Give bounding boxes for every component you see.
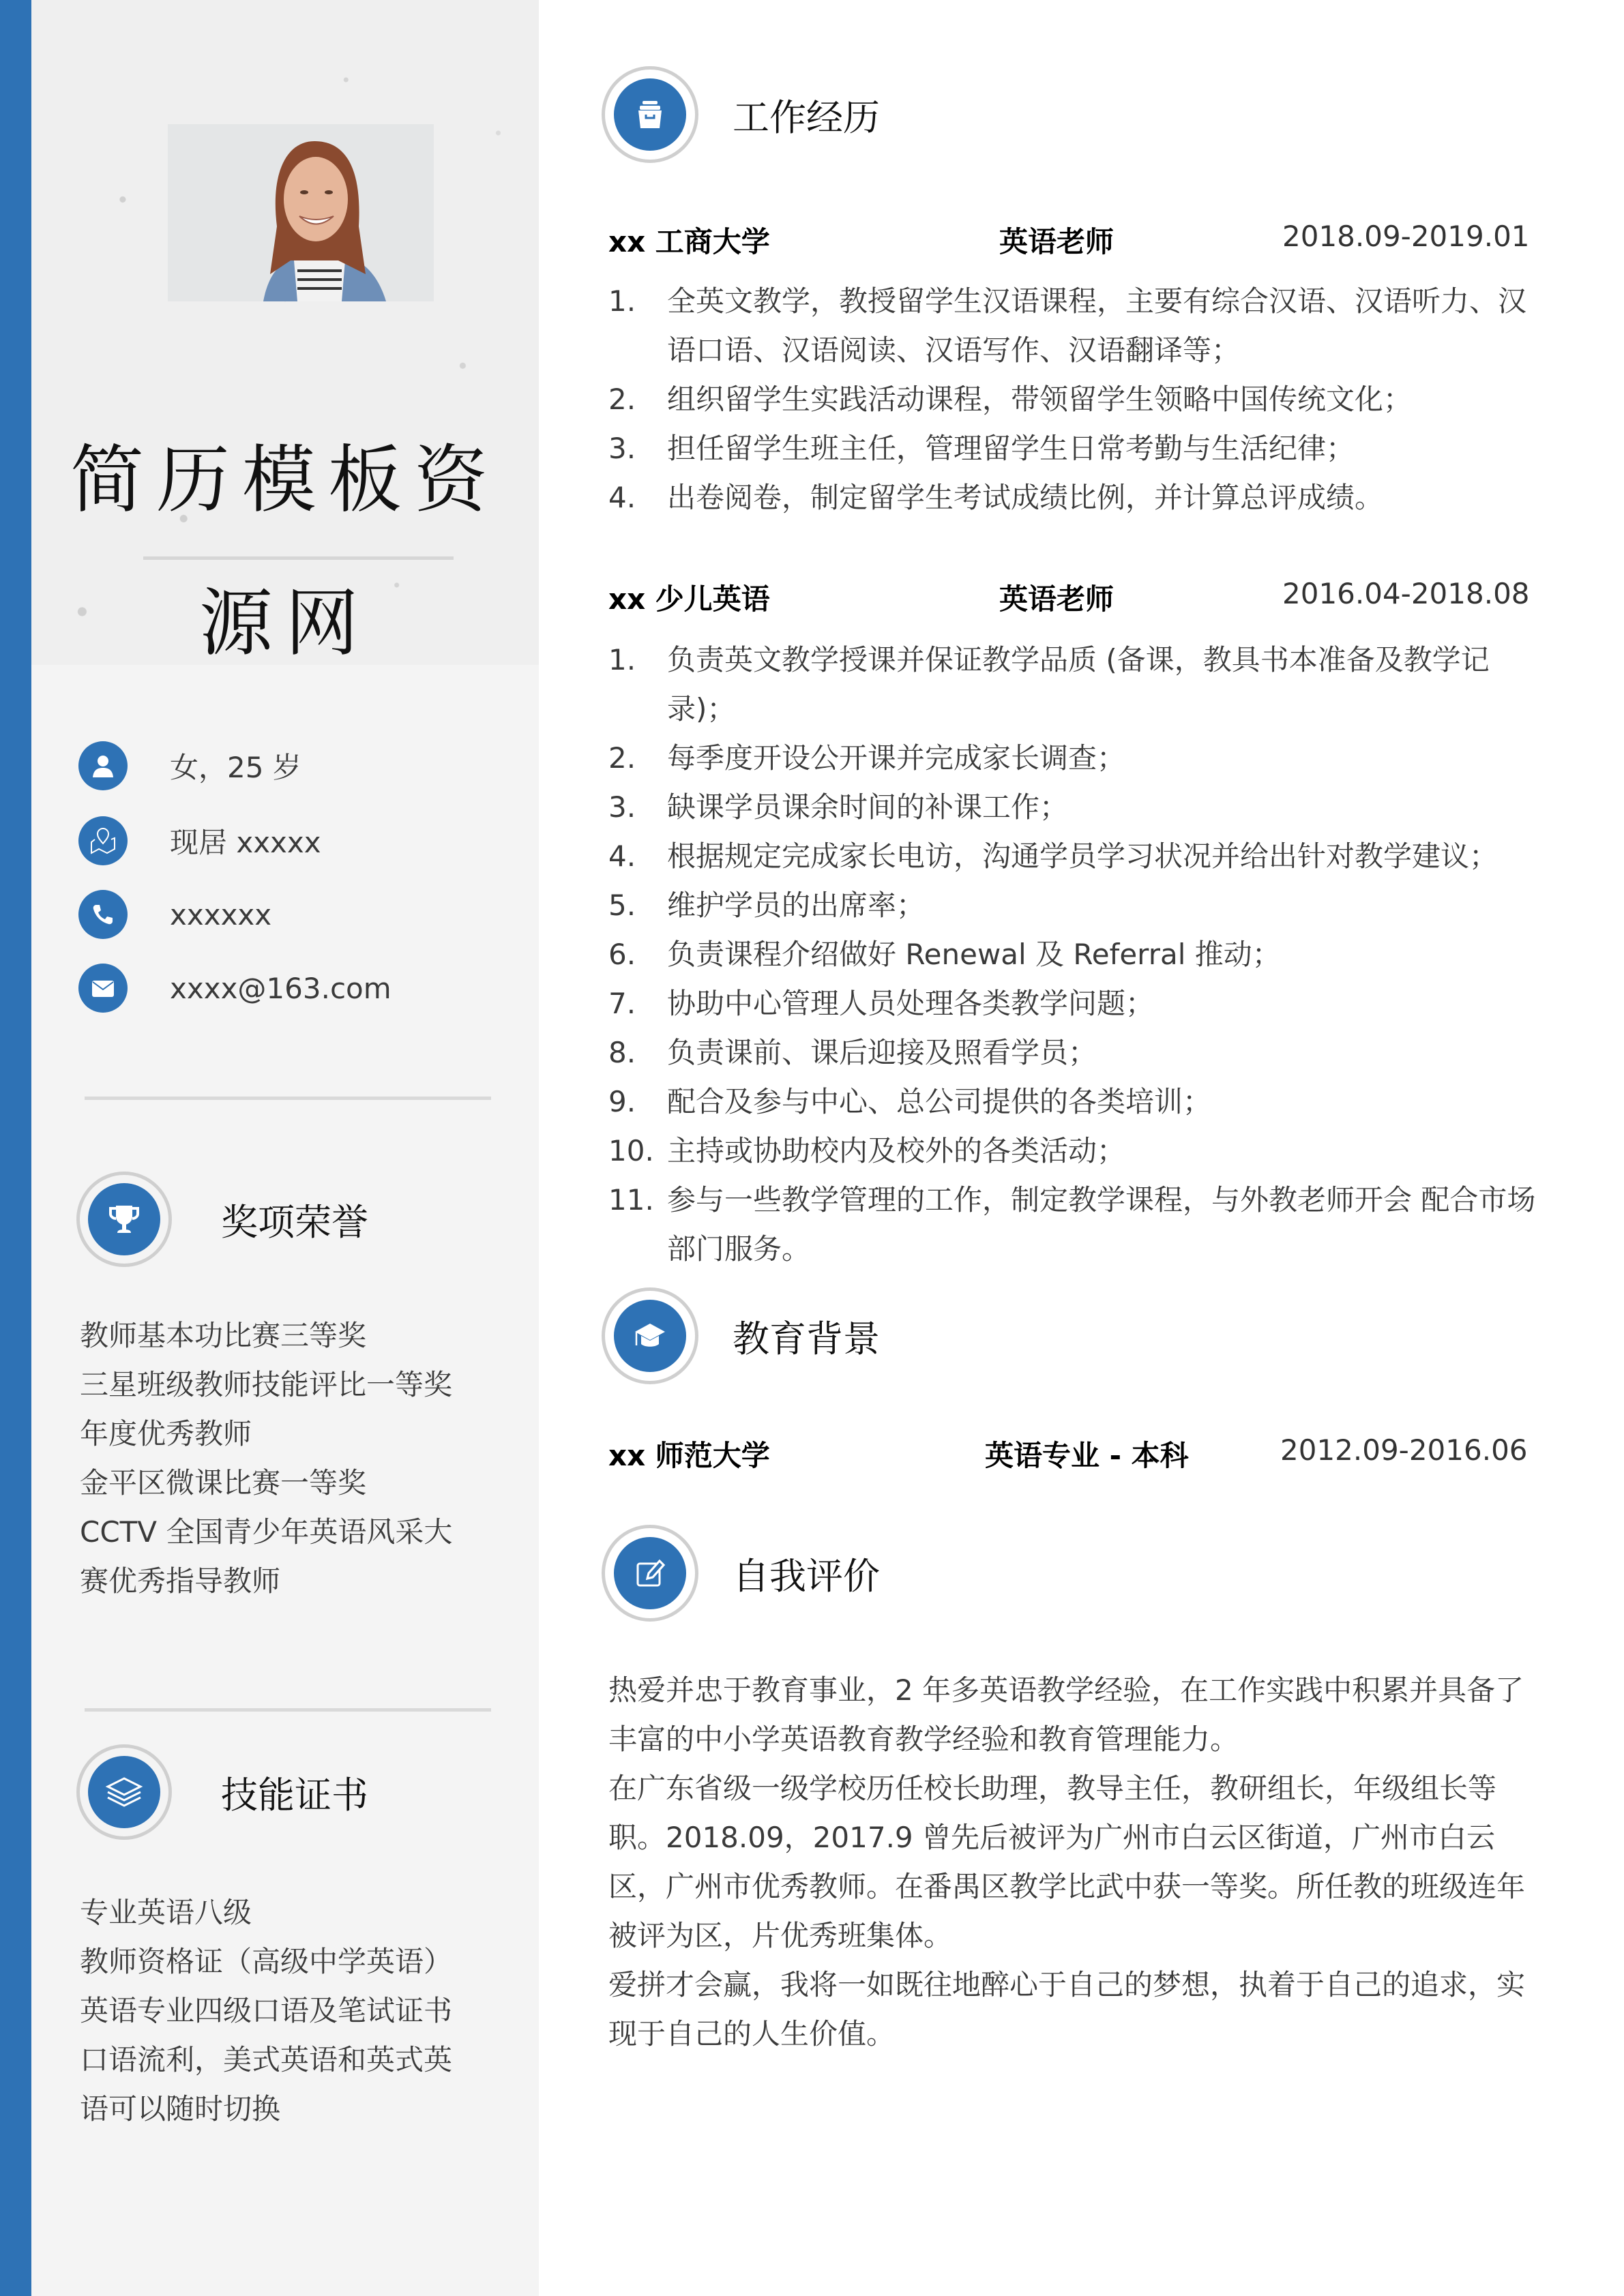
contact-gender-age [78, 741, 301, 790]
job-date: 2016.04-2018.08 [1282, 577, 1530, 610]
skills-list [80, 1888, 462, 2134]
graduation-cap-icon [614, 1300, 686, 1372]
contact-text: xxxxxx [170, 897, 272, 931]
skill-item: 教师资格证（高级中学英语） [80, 1945, 453, 1978]
job-header [608, 220, 1536, 260]
list-item: 4. 根据规定完成家长电访，沟通学员学习状况并给出针对教学建议； [608, 839, 1498, 873]
archive-box-icon [614, 78, 686, 151]
edit-pen-icon [614, 1537, 686, 1609]
section-title: 工作经历 [733, 95, 880, 139]
section-title: 技能证书 [221, 1773, 368, 1817]
list-item: 3. 缺课学员课余时间的补课工作； [608, 790, 1069, 824]
resume-title-line1: 简历模板资 [70, 438, 500, 523]
job-duties-list [608, 277, 1550, 522]
section-icon-ring [76, 1172, 172, 1267]
contact-text: 女，25 岁 [170, 751, 301, 784]
education-date: 2012.09-2016.06 [1280, 1433, 1528, 1467]
award-item: CCTV 全国青少年英语风采大赛优秀指导教师 [80, 1515, 453, 1598]
sidebar-divider [85, 1097, 491, 1100]
section-icon-ring [602, 1287, 698, 1384]
paragraph: 在广东省级一级学校历任校长助理，教导主任，教研组长，年级组长等职。2018.09，2017.9 曾先后被评为广州市白云区街道，广州市白云区，广州市优秀教师。在番禺区教学比武中获一等奖。所任教的班级连年被评为区，片优秀班集体。 [608, 1772, 1526, 1952]
accent-bar [0, 0, 31, 2296]
contact-text: xxxx@163.com [170, 971, 392, 1005]
self-eval-heading [602, 1525, 880, 1622]
list-item: 9. 配合及参与中心、总公司提供的各类培训； [608, 1085, 1212, 1118]
sidebar-header-texture [31, 0, 539, 665]
profile-photo [168, 124, 434, 301]
section-title: 奖项荣誉 [221, 1200, 368, 1244]
job-header [608, 577, 1536, 618]
section-icon-ring [602, 1525, 698, 1622]
job-date: 2018.09-2019.01 [1282, 220, 1530, 253]
resume-title-line2: 源网 [198, 581, 371, 666]
list-item: 7. 协助中心管理人员处理各类教学问题； [608, 987, 1155, 1020]
paragraph: 热爱并忠于教育事业，2 年多英语教学经验，在工作实践中积累并具备了丰富的中小学英语教育教学经验和教育管理能力。 [608, 1673, 1524, 1756]
list-item: 2. 组织留学生实践活动课程，带领留学生领略中国传统文化； [608, 383, 1413, 416]
list-item: 1. 全英文教学，教授留学生汉语课程，主要有综合汉语、汉语听力、汉语口语、汉语阅读、汉语写作、汉语翻译等； [608, 284, 1527, 367]
awards-list [80, 1311, 462, 1606]
job-role: 英语老师 [999, 582, 1114, 616]
list-item: 11. 参与一些教学管理的工作，制定教学课程，与外教老师开会 配合市场部门服务。 [608, 1183, 1536, 1266]
list-item: 2. 每季度开设公开课并完成家长调查； [608, 741, 1126, 775]
education-row [608, 1433, 1536, 1474]
paragraph: 爱拼才会赢，我将一如既往地醉心于自己的梦想，执着于自己的追求，实现于自己的人生价值。 [608, 1968, 1526, 2051]
skill-item: 英语专业四级口语及笔试证书 [80, 1994, 453, 2027]
list-item: 4. 出卷阅卷，制定留学生考试成绩比例，并计算总评成绩。 [608, 481, 1384, 514]
job-company: xx 少儿英语 [608, 582, 770, 616]
contact-email [78, 964, 392, 1013]
award-item: 教师基本功比赛三等奖 [80, 1319, 367, 1352]
award-item: 金平区微课比赛一等奖 [80, 1466, 367, 1500]
portrait-illustration [168, 124, 434, 301]
person-icon [78, 741, 128, 790]
awards-heading [76, 1172, 368, 1267]
sidebar-divider [85, 1708, 491, 1712]
award-item: 三星班级教师技能评比一等奖 [80, 1368, 453, 1401]
school-name: xx 师范大学 [608, 1439, 770, 1472]
contact-location [78, 816, 321, 865]
title-divider [143, 556, 454, 560]
contact-text: 现居 xxxxx [170, 826, 321, 859]
section-title: 自我评价 [733, 1554, 880, 1598]
job-role: 英语老师 [999, 225, 1114, 258]
major-degree: 英语专业 - 本科 [985, 1439, 1189, 1472]
list-item: 5. 维护学员的出席率； [608, 889, 926, 922]
contact-phone [78, 890, 271, 939]
trophy-icon [88, 1183, 160, 1255]
phone-icon [78, 890, 128, 939]
list-item: 10. 主持或协助校内及校外的各类活动； [608, 1134, 1126, 1167]
work-heading [602, 66, 880, 163]
section-icon-ring [602, 66, 698, 163]
list-item: 6. 负责课程介绍做好 Renewal 及 Referral 推动； [608, 938, 1281, 971]
education-heading [602, 1287, 880, 1384]
section-title: 教育背景 [733, 1317, 880, 1360]
map-location-icon [78, 816, 128, 865]
mail-icon [78, 964, 128, 1013]
job-company: xx 工商大学 [608, 225, 770, 258]
job-duties-list [608, 636, 1550, 1274]
layers-icon [88, 1756, 160, 1828]
list-item: 8. 负责课前、课后迎接及照看学员； [608, 1036, 1097, 1069]
list-item: 3. 担任留学生班主任，管理留学生日常考勤与生活纪律； [608, 432, 1355, 465]
skill-item: 口语流利，美式英语和英式英语可以随时切换 [80, 2043, 453, 2126]
skills-heading [76, 1744, 368, 1840]
award-item: 年度优秀教师 [80, 1417, 252, 1450]
section-icon-ring [76, 1744, 172, 1840]
list-item: 1. 负责英文教学授课并保证教学品质 (备课，教具书本准备及教学记录)； [608, 643, 1490, 726]
skill-item: 专业英语八级 [80, 1896, 252, 1929]
self-eval-text [608, 1666, 1550, 2059]
